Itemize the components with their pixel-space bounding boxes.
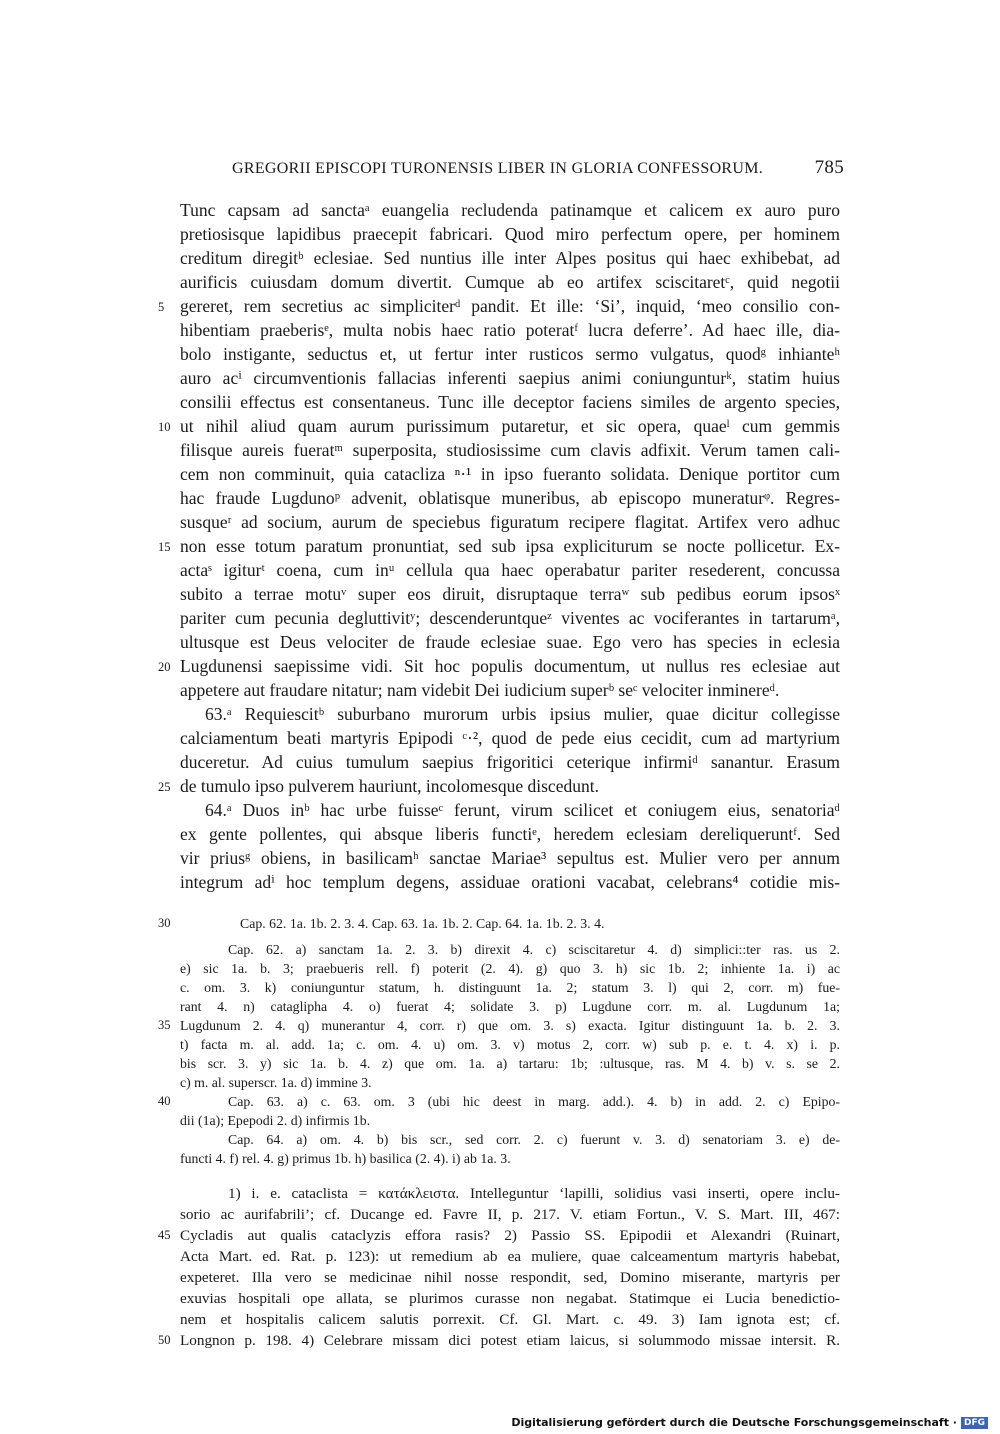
footnote-line: nem et hospitalis calicem salutis porrexit. Cf. Gl. Mart. c. 49. 3) Iam ignota est; cf. xyxy=(180,1311,840,1328)
line-number: 15 xyxy=(158,540,171,554)
text-line: appetere aut fraudare nitatur; nam videbit Dei iudicium superᵇ seᶜ velociter inminereᵈ. xyxy=(180,680,780,700)
line-number: 50 xyxy=(158,1333,171,1347)
line-number: 40 xyxy=(158,1094,171,1108)
text-line: bolo instigante, seductus et, ut fertur inter rusticos sermo vulgatus, quodᵍ inhianteʰ xyxy=(180,344,840,364)
line-number: 5 xyxy=(158,300,165,314)
apparatus-line: t) facta m. al. add. 1a; c. om. 4. u) om. 3. v) motus 2, corr. w) sub p. e. t. 4. x) i. p. xyxy=(180,1037,840,1052)
apparatus-line: c) m. al. superscr. 1a. d) immine 3. xyxy=(180,1075,372,1090)
line-number: 25 xyxy=(158,780,171,794)
running-header xyxy=(232,157,844,184)
line-number: 35 xyxy=(158,1018,171,1032)
footnote-line: Cycladis aut qualis cataclyzis effora rasis? 2) Passio SS. Epipodii et Alexandri (Ruinart, xyxy=(180,1227,840,1244)
apparatus-line: bis scr. 3. y) sic 1a. b. 4. z) que om. 1a. a) tartaru: 1b; :ultusque, ras. M 4. b) v. s. se 2. xyxy=(180,1056,840,1071)
text-line: vir priusᵍ obiens, in basilicamʰ sanctae Mariae³ sepultus est. Mulier vero per annum xyxy=(180,848,840,868)
text-line: gereret, rem secretius ac simpliciterᵈ pandit. Et ille: ‘Si’, inquid, ‘meo consilio con- xyxy=(180,296,840,316)
text-line: integrum adⁱ hoc templum degens, assiduae orationi vacabat, celebrans⁴ cotidie mis- xyxy=(180,872,840,892)
page-number: 785 xyxy=(814,157,844,178)
footnote-line: expeteret. Illa vero se medicinae nihil nosse respondit, sed, Domino miserante, martyris per xyxy=(180,1269,840,1286)
footnote-line: 1) i. e. cataclista = κατάκλειστα. Intelleguntur ‘lapilli, solidius vasi inserti, opere inclu- xyxy=(228,1185,840,1202)
text-line: ut nihil aliud quam aurum purissimum putaretur, et sic opera, quaeˡ cum gemmis xyxy=(180,416,840,436)
dfg-logo: DFG xyxy=(961,1417,988,1429)
credit-text: Digitalisierung gefördert durch die Deutsche Forschungsgemeinschaft · xyxy=(511,1416,957,1429)
line-number: 20 xyxy=(158,660,171,674)
text-line: subito a terrae motuᵛ super eos diruit, disruptaque terraʷ sub pedibus eorum ipsosˣ xyxy=(180,584,840,604)
text-line: cem non comminuit, quia catacliza ⁿ·¹ in ipso fueranto solidata. Denique portitor cum xyxy=(180,464,840,484)
apparatus-line: rant 4. n) cataglipha 4. o) fuerat 4; solidate 3. p) Lugdune corr. m. al. Lugdunum 1a; xyxy=(180,999,840,1014)
text-line: hibentiam praeberisᵉ, multa nobis haec ratio poteratᶠ lucra deferre’. Ad haec ille, dia- xyxy=(180,320,840,340)
text-line: aurificis cuiusdam domum divertit. Cumque ab eo artifex sciscitaretᶜ, quid negotii xyxy=(180,272,840,292)
text-line: pretiosisque lapidibus praecepit fabricari. Quod miro perfectum opere, per hominem xyxy=(180,224,840,244)
apparatus-line: Cap. 64. a) om. 4. b) bis scr., sed corr. 2. c) fuerunt v. 3. d) senatoriam 3. e) de- xyxy=(228,1132,840,1147)
apparatus-line: Cap. 62. 1a. 1b. 2. 3. 4. Cap. 63. 1a. 1b. 2. Cap. 64. 1a. 1b. 2. 3. 4. xyxy=(240,916,605,931)
footnote-line: sorio ac aurifabrili’; cf. Ducange ed. Favre II, p. 217. V. etiam Fortun., V. S. Mart. III, 467: xyxy=(180,1206,840,1223)
text-line: 63.ᵃ Requiescitᵇ suburbano murorum urbis ipsius mulier, quae dicitur collegisse xyxy=(205,704,840,724)
digitization-credit xyxy=(511,1416,988,1429)
line-number: 30 xyxy=(158,916,171,930)
text-line: pariter cum pecunia degluttivitʸ; descenderuntqueᶻ viventes ac vociferantes in tartarumᵃ, xyxy=(180,608,840,628)
apparatus-line: functi 4. f) rel. 4. g) primus 1b. h) basilica (2. 4). i) ab 1a. 3. xyxy=(180,1151,511,1166)
text-line: susqueʳ ad socium, aurum de speciebus figuratum recipere flagitat. Artifex vero adhuc xyxy=(180,512,840,532)
line-number: 45 xyxy=(158,1228,171,1242)
text-line: ex gente pollentes, qui absque liberis functiᵉ, heredem eclesiam dereliqueruntᶠ. Sed xyxy=(180,824,840,844)
text-line: consilii effectus est consentaneus. Tunc ille deceptor faciens similes de argento species, xyxy=(180,392,840,412)
running-title: GREGORII EPISCOPI TURONENSIS LIBER IN GLORIA CONFESSORUM. xyxy=(232,160,764,177)
text-line: 64.ᵃ Duos inᵇ hac urbe fuisseᶜ ferunt, virum scilicet et coniugem eius, senatoriaᵈ xyxy=(205,800,840,820)
text-line: filisque aureis fueratᵐ superposita, studiosissime cum clavis adfixit. Verum tamen cali- xyxy=(180,440,840,460)
text-line: actaˢ igiturᵗ coena, cum inᵘ cellula qua haec operabatur pariter resederent, concussa xyxy=(180,560,840,580)
footnote-line: exuvias hospitali ope allata, se plurimos curasse non negabat. Statimque ei Lucia benedictio- xyxy=(180,1290,840,1307)
apparatus-line: Cap. 63. a) c. 63. om. 3 (ubi hic deest in marg. add.). 4. b) in add. 2. c) Epipo- xyxy=(228,1094,840,1109)
apparatus-line: Cap. 62. a) sanctam 1a. 2. 3. b) direxit 4. c) sciscitaretur 4. d) simplici::ter ras. us 2. xyxy=(228,942,840,957)
text-line: creditum diregitᵇ eclesiae. Sed nuntius ille inter Alpes positus qui haec exhibebat, ad xyxy=(180,248,840,268)
apparatus-line: Lugdunum 2. 4. q) munerantur 4, corr. r) que om. 3. s) exacta. Igitur distinguunt 1a. b. 2. 3. xyxy=(180,1018,840,1033)
apparatus-line: dii (1a); Epepodi 2. d) infirmis 1b. xyxy=(180,1113,371,1128)
text-line: hac fraude Lugdunoᵖ advenit, oblatisque muneribus, ab episcopo muneraturᵠ. Regres- xyxy=(180,488,840,508)
apparatus-line: c. om. 3. k) coniunguntur statum, h. distinguunt 1a. 2; statum 3. l) qui 2, corr. m) fue- xyxy=(180,980,840,995)
line-number: 10 xyxy=(158,420,171,434)
text-line: duceretur. Ad cuius tumulum saepius frigoritici ceterique infirmiᵈ sanantur. Erasum xyxy=(180,752,840,772)
text-line: ultusque est Deus velociter de fraude eclesiae suae. Ego vero has species in eclesia xyxy=(180,632,840,652)
text-line: non esse totum paratum pronuntiat, sed sub ipsa expliciturum se nocte pollicetur. Ex- xyxy=(180,536,840,556)
text-line: calciamentum beati martyris Epipodi ᶜ·², quod de pede eius cecidit, cum ad martyrium xyxy=(180,728,840,748)
text-line: de tumulo ipso pulverem hauriunt, incolomesque discedunt. xyxy=(180,776,599,796)
footnote-line: Acta Mart. ed. Rat. p. 123): ut remedium ab ea muliere, quae calceamentum martyris habebat, xyxy=(180,1248,840,1265)
text-line: Tunc capsam ad sanctaᵃ euangelia recludenda patinamque et calicem ex auro puro xyxy=(180,200,840,220)
footnote-line: Longnon p. 198. 4) Celebrare missam dici potest etiam laicus, si solummodo missae intersit. R. xyxy=(180,1332,840,1349)
apparatus-line: e) sic 1a. b. 3; praebueris rell. f) poterit (2. 4). g) quo 3. h) sic 1b. 2; inhiente 1a. i) ac xyxy=(180,961,840,976)
text-line: auro acⁱ circumventionis fallacias inferenti saepius animi coniungunturᵏ, statim huius xyxy=(180,368,840,388)
text-line: Lugdunensi saepissime vidi. Sit hoc populis documentum, ut nullus res eclesiae aut xyxy=(180,656,840,676)
